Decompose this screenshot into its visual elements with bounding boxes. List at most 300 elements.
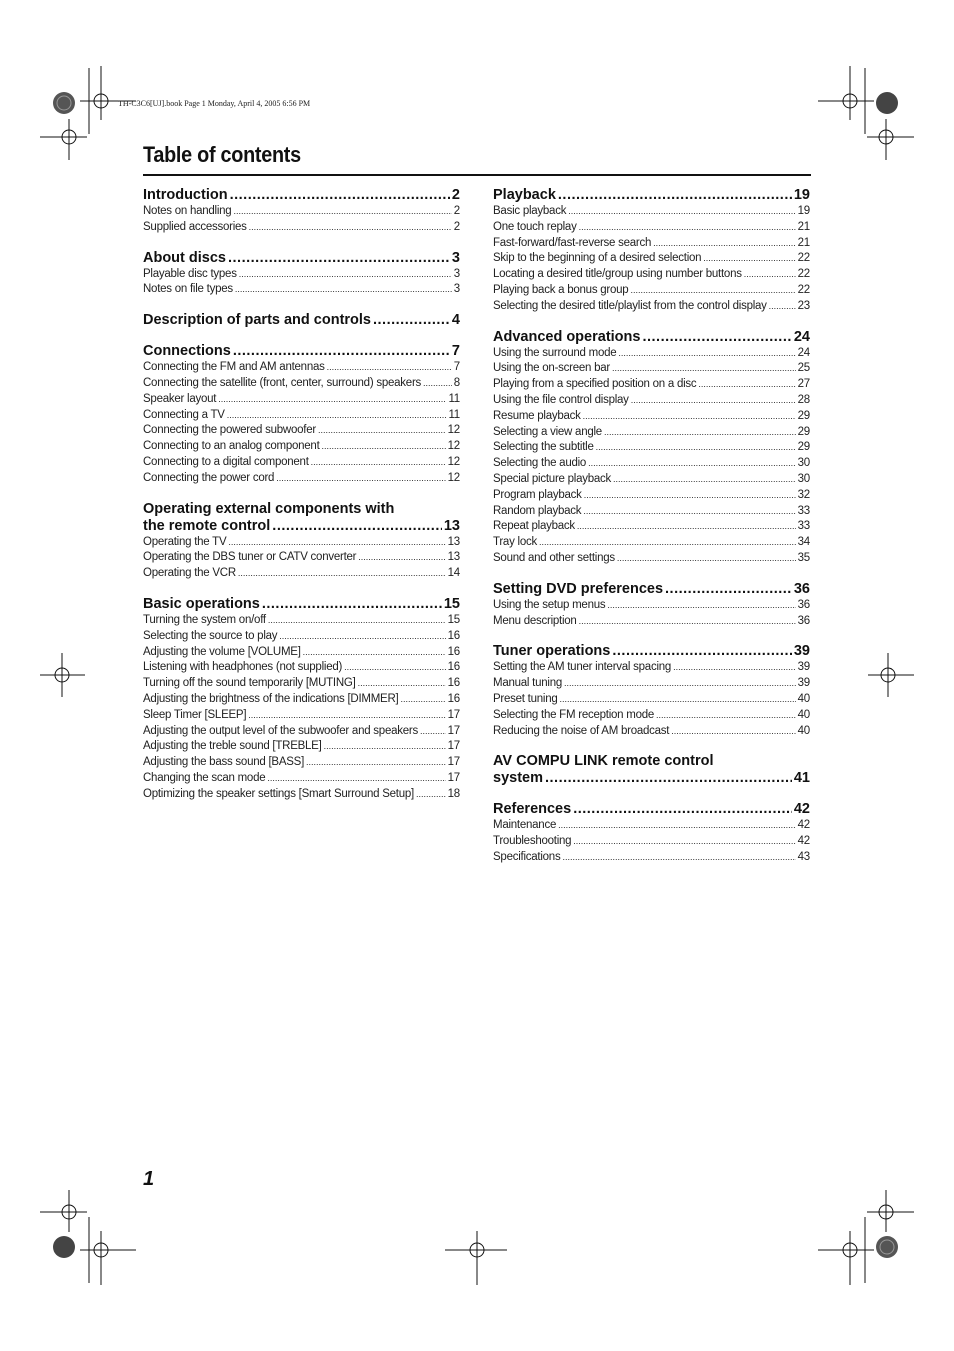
toc-entry[interactable] [493,692,810,708]
toc-entry[interactable] [493,456,810,472]
toc-entry[interactable] [143,471,460,487]
entry-label: Selecting the FM reception mode [493,708,655,721]
entry-label: Troubleshooting [493,835,572,848]
entry-label: Adjusting the output level of the subwoofer and speakers [143,724,418,737]
entry-page: 43 [797,850,810,863]
section-heading-line: AV COMPU LINK remote control [493,753,714,770]
dot-leader [238,566,446,582]
entry-label: Connecting to a digital component [143,455,309,468]
dot-leader [262,596,442,613]
dot-leader [579,220,796,236]
toc-section [143,593,460,803]
section-heading-line: Operating external components with [143,500,395,517]
section-heading[interactable] [143,593,460,613]
entry-page: 3 [453,267,460,280]
toc-entry[interactable] [493,614,810,630]
toc-section [143,340,460,486]
entry-page: 16 [447,661,460,674]
dot-leader [698,377,795,393]
entry-page: 13 [447,551,460,564]
toc-entry[interactable] [143,676,460,692]
dot-leader [358,550,445,566]
section-heading[interactable] [493,640,810,660]
dot-leader [324,739,446,755]
entry-label: Skip to the beginning of a desired selection [493,252,702,265]
section-page: 13 [443,517,460,534]
toc-section [143,309,460,329]
dot-leader [248,708,445,724]
dot-leader [656,708,796,724]
dot-leader [322,439,446,455]
entry-label: Operating the VCR [143,567,236,580]
entry-label: Selecting a view angle [493,425,602,438]
dot-leader [420,724,446,740]
toc-entry[interactable] [493,425,810,441]
section-page: 42 [793,801,810,818]
entry-label: Connecting the FM and AM antennas [143,361,325,374]
dot-leader [230,187,450,204]
entry-page: 30 [797,457,810,470]
toc-entry[interactable] [493,676,810,692]
dot-leader [279,629,445,645]
entry-page: 2 [453,220,460,233]
dot-leader [272,518,442,535]
toc-entry[interactable] [493,834,810,850]
dot-leader [568,204,795,220]
dot-leader [612,643,792,660]
entry-page: 17 [447,756,460,769]
dot-leader [618,346,795,362]
section-heading[interactable] [143,184,460,204]
toc-entry[interactable] [143,692,460,708]
dot-leader [306,755,446,771]
dot-leader [373,312,450,329]
toc-section [493,578,810,630]
dot-leader [583,504,795,520]
dot-leader [545,770,792,787]
entry-label: Specifications [493,850,561,863]
section-page: 36 [793,580,810,597]
dot-leader [228,250,450,267]
toc-entry[interactable] [493,504,810,520]
section-title: Description of parts and controls [143,312,371,329]
toc-entry[interactable] [143,392,460,408]
entry-page: 24 [797,346,810,359]
toc-entry[interactable] [493,535,810,551]
entry-page: 16 [447,645,460,658]
entry-label: Using the on-screen bar [493,362,610,375]
entry-label: Random playback [493,504,582,517]
entry-page: 27 [797,378,810,391]
section-title: Basic operations [143,595,260,612]
dot-leader [267,771,445,787]
dot-leader [311,455,446,471]
section-heading[interactable] [493,326,810,346]
toc-entry[interactable] [493,488,810,504]
toc-entry[interactable] [493,393,810,409]
section-title: Playback [493,187,556,203]
toc-entry[interactable] [493,377,810,393]
entry-page: 12 [447,471,460,484]
dot-leader [416,787,446,803]
entry-page: 29 [797,425,810,438]
entry-page: 25 [797,362,810,375]
entry-page: 14 [447,567,460,580]
dot-leader [584,488,796,504]
dot-leader [612,361,796,377]
section-heading[interactable] [493,578,810,598]
entry-label: Using the file control display [493,393,629,406]
dot-leader [539,535,796,551]
entry-page: 22 [797,283,810,296]
entry-label: Adjusting the brightness of the indications [DIMMER] [143,692,399,705]
toc-entry[interactable] [143,360,460,376]
entry-label: Playing from a specified position on a disc [493,378,697,391]
entry-label: Repeat playback [493,520,575,533]
entry-page: 7 [453,361,460,374]
entry-page: 29 [797,409,810,422]
entry-page: 16 [447,629,460,642]
dot-leader [769,299,796,315]
entry-label: Speaker layout [143,392,217,405]
section-heading[interactable] [143,309,460,329]
section-title: Setting DVD preferences [493,580,664,597]
entry-label: Connecting the power cord [143,471,275,484]
dot-leader [303,645,446,661]
dot-leader [596,440,796,456]
toc-entry[interactable] [493,220,810,236]
dot-leader [239,267,452,283]
entry-label: Connecting the satellite (front, center, surround) speakers [143,376,422,389]
entry-page: 33 [797,520,810,533]
toc-entry[interactable] [493,236,810,252]
entry-label: Operating the DBS tuner or CATV converter [143,551,357,564]
dot-leader [573,801,792,818]
entry-label: Program playback [493,488,582,501]
entry-label: Listening with headphones (not supplied) [143,661,343,674]
dot-leader [558,818,795,834]
section-heading[interactable] [493,798,810,818]
toc-entry[interactable] [143,267,460,283]
entry-page: 8 [453,376,460,389]
entry-page: 17 [447,708,460,721]
entry-label: Turning off the sound temporarily [MUTING] [143,677,356,690]
entry-page: 36 [797,598,810,611]
section-title: Connections [143,343,231,360]
entry-page: 23 [797,299,810,312]
entry-page: 36 [797,614,810,627]
toc-section [493,326,810,567]
dot-leader [564,676,796,692]
entry-page: 11 [448,408,460,421]
toc-entry[interactable] [143,660,460,676]
toc-entry[interactable] [143,739,460,755]
dot-leader [577,519,796,535]
toc-entry[interactable] [493,724,810,740]
entry-page: 2 [453,205,460,217]
section-heading[interactable] [493,184,810,204]
dot-leader [744,267,796,283]
dot-leader [673,660,796,676]
entry-page: 33 [797,504,810,517]
section-page: 15 [443,595,460,612]
dot-leader [218,392,446,408]
entry-page: 42 [797,835,810,848]
entry-page: 11 [448,392,460,405]
toc-entry[interactable] [493,708,810,724]
section-page: 2 [451,187,460,203]
dot-leader [617,551,796,567]
entry-page: 12 [447,455,460,468]
dot-leader [630,283,795,299]
header-note: TH-C3C6[UJ].book Page 1 Monday, April 4, 2005 6:56 PM [118,99,311,108]
entry-label: Menu description [493,614,577,627]
dot-leader [235,282,452,298]
toc-entry[interactable] [143,787,460,803]
dot-leader [562,850,795,866]
entry-label: Adjusting the treble sound [TREBLE] [143,740,322,753]
dot-leader [227,408,447,424]
dot-leader [358,676,446,692]
dot-leader [665,581,792,598]
toc-entry[interactable] [143,376,460,392]
toc-entry[interactable] [143,755,460,771]
entry-page: 39 [797,677,810,690]
dot-leader [318,423,446,439]
section-page: 7 [451,343,460,360]
toc-entry[interactable] [493,409,810,425]
toc-entry[interactable] [493,660,810,676]
entry-label: Locating a desired title/group using number buttons [493,268,742,281]
entry-label: Preset tuning [493,692,558,705]
entry-page: 42 [797,819,810,832]
entry-label: Adjusting the bass sound [BASS] [143,756,305,769]
toc-entry[interactable] [143,220,460,236]
entry-page: 40 [797,724,810,737]
entry-page: 22 [797,268,810,281]
dot-leader [604,425,796,441]
entry-label: Operating the TV [143,535,227,548]
entry-label: Notes on file types [143,283,233,296]
toc-entry[interactable] [143,566,460,582]
toc-entry[interactable] [493,346,810,362]
dot-leader [607,598,795,614]
toc-entry[interactable] [493,440,810,456]
toc-entry[interactable] [143,408,460,424]
entry-page: 17 [447,740,460,753]
entry-label: Notes on handling [143,205,232,217]
dot-leader [276,471,445,487]
dot-leader [228,535,445,551]
entry-label: Special picture playback [493,472,612,485]
toc-section [143,498,460,582]
dot-leader [579,614,796,630]
section-page: 41 [793,770,810,787]
dot-leader [703,251,795,267]
entry-page: 35 [797,551,810,564]
toc-entry[interactable] [143,439,460,455]
entry-label: Maintenance [493,819,557,832]
dot-leader [613,472,796,488]
toc-entry[interactable] [493,361,810,377]
entry-label: Supplied accessories [143,220,247,233]
toc-entry[interactable] [143,535,460,551]
entry-page: 16 [447,692,460,705]
entry-label: Using the setup menus [493,598,606,611]
section-title: Introduction [143,187,228,203]
entry-label: Turning the system on/off [143,613,266,626]
entry-label: Selecting the source to play [143,629,278,642]
entry-page: 40 [797,692,810,705]
dot-leader [268,613,446,629]
toc-entry[interactable] [143,204,460,220]
dot-leader [249,220,452,236]
section-page: 39 [793,643,810,660]
section-title: References [493,801,572,818]
section-page: 19 [793,187,810,203]
entry-page: 39 [797,661,810,674]
entry-label: Connecting a TV [143,408,225,421]
entry-label: Optimizing the speaker settings [Smart Surround Setup] [143,787,414,800]
toc-entry[interactable] [143,282,460,298]
section-page: 24 [793,328,810,345]
toc-section [493,750,810,787]
dot-leader [233,204,451,220]
entry-page: 3 [453,283,460,296]
dot-leader [573,834,795,850]
toc-entry[interactable] [143,613,460,629]
entry-label: Connecting the powered subwoofer [143,424,316,437]
dot-leader [583,409,796,425]
entry-label: Connecting to an analog component [143,440,320,453]
section-page: 4 [451,312,460,329]
toc-entry[interactable] [493,850,810,866]
dot-leader [423,376,452,392]
toc-entry[interactable] [493,818,810,834]
section-page: 3 [451,249,460,266]
title-rule [143,174,811,176]
toc-entry[interactable] [493,598,810,614]
entry-label: Selecting the audio [493,457,587,470]
page-number: 1 [143,1168,155,1190]
entry-page: 28 [797,393,810,406]
toc-entry[interactable] [143,708,460,724]
toc-entry[interactable] [143,724,460,740]
toc-entry[interactable] [493,283,810,299]
entry-label: One touch replay [493,220,577,233]
entry-page: 21 [797,220,810,233]
dot-leader [642,329,791,346]
toc-left-column [143,184,460,814]
entry-page: 19 [797,205,810,217]
dot-leader [653,236,795,252]
toc-entry[interactable] [143,455,460,471]
entry-page: 13 [447,535,460,548]
entry-label: Tray lock [493,536,537,549]
entry-label: Resume playback [493,409,581,422]
toc-entry[interactable] [143,629,460,645]
dot-leader [233,343,450,360]
entry-page: 12 [447,424,460,437]
entry-label: Changing the scan mode [143,771,266,784]
toc-entry[interactable] [143,423,460,439]
toc-entry[interactable] [493,551,810,567]
section-title: Tuner operations [493,643,611,660]
toc-section [493,798,810,865]
dot-leader [631,393,796,409]
entry-label: Selecting the subtitle [493,441,594,454]
entry-page: 17 [447,771,460,784]
toc-section [493,184,810,315]
entry-label: Basic playback [493,205,567,217]
toc-entry[interactable] [493,267,810,283]
entry-label: Playable disc types [143,267,237,280]
entry-label: Playing back a bonus group [493,283,629,296]
entry-label: Manual tuning [493,677,562,690]
section-title: system [493,770,543,787]
toc-section [143,247,460,299]
entry-label: Fast-forward/fast-reverse search [493,236,652,249]
entry-page: 17 [447,724,460,737]
toc-section [143,184,460,236]
entry-label: Selecting the desired title/playlist from the control display [493,299,767,312]
entry-label: Setting the AM tuner interval spacing [493,661,672,674]
entry-label: Sound and other settings [493,551,615,564]
section-title: Advanced operations [493,328,641,345]
dot-leader [558,187,792,204]
toc-entry[interactable] [493,519,810,535]
toc-entry[interactable] [493,204,810,220]
entry-page: 34 [797,536,810,549]
dot-leader [327,360,452,376]
dot-leader [344,660,446,676]
section-heading[interactable] [493,770,810,787]
dot-leader [560,692,796,708]
entry-page: 29 [797,441,810,454]
entry-page: 32 [797,488,810,501]
entry-page: 16 [447,677,460,690]
entry-page: 18 [447,787,460,800]
entry-page: 22 [797,252,810,265]
toc-entry[interactable] [493,299,810,315]
toc-section [493,640,810,739]
toc-entry[interactable] [493,472,810,488]
section-heading[interactable] [143,340,460,360]
entry-page: 21 [797,236,810,249]
entry-label: Sleep Timer [SLEEP] [143,708,247,721]
entry-label: Adjusting the volume [VOLUME] [143,645,301,658]
entry-page: 40 [797,708,810,721]
section-title: About discs [143,249,226,266]
dot-leader [588,456,796,472]
section-heading[interactable] [143,518,460,535]
toc-entry[interactable] [143,550,460,566]
dot-leader [671,724,795,740]
entry-label: Using the surround mode [493,346,617,359]
page-title: Table of contents [143,142,301,167]
entry-page: 15 [447,613,460,626]
section-title: the remote control [143,517,271,534]
dot-leader [400,692,445,708]
entry-label: Reducing the noise of AM broadcast [493,724,670,737]
toc-right-column [493,184,810,877]
section-heading[interactable] [143,247,460,267]
entry-page: 12 [447,440,460,453]
toc-entry[interactable] [143,645,460,661]
toc-entry[interactable] [143,771,460,787]
entry-page: 30 [797,472,810,485]
toc-entry[interactable] [493,251,810,267]
